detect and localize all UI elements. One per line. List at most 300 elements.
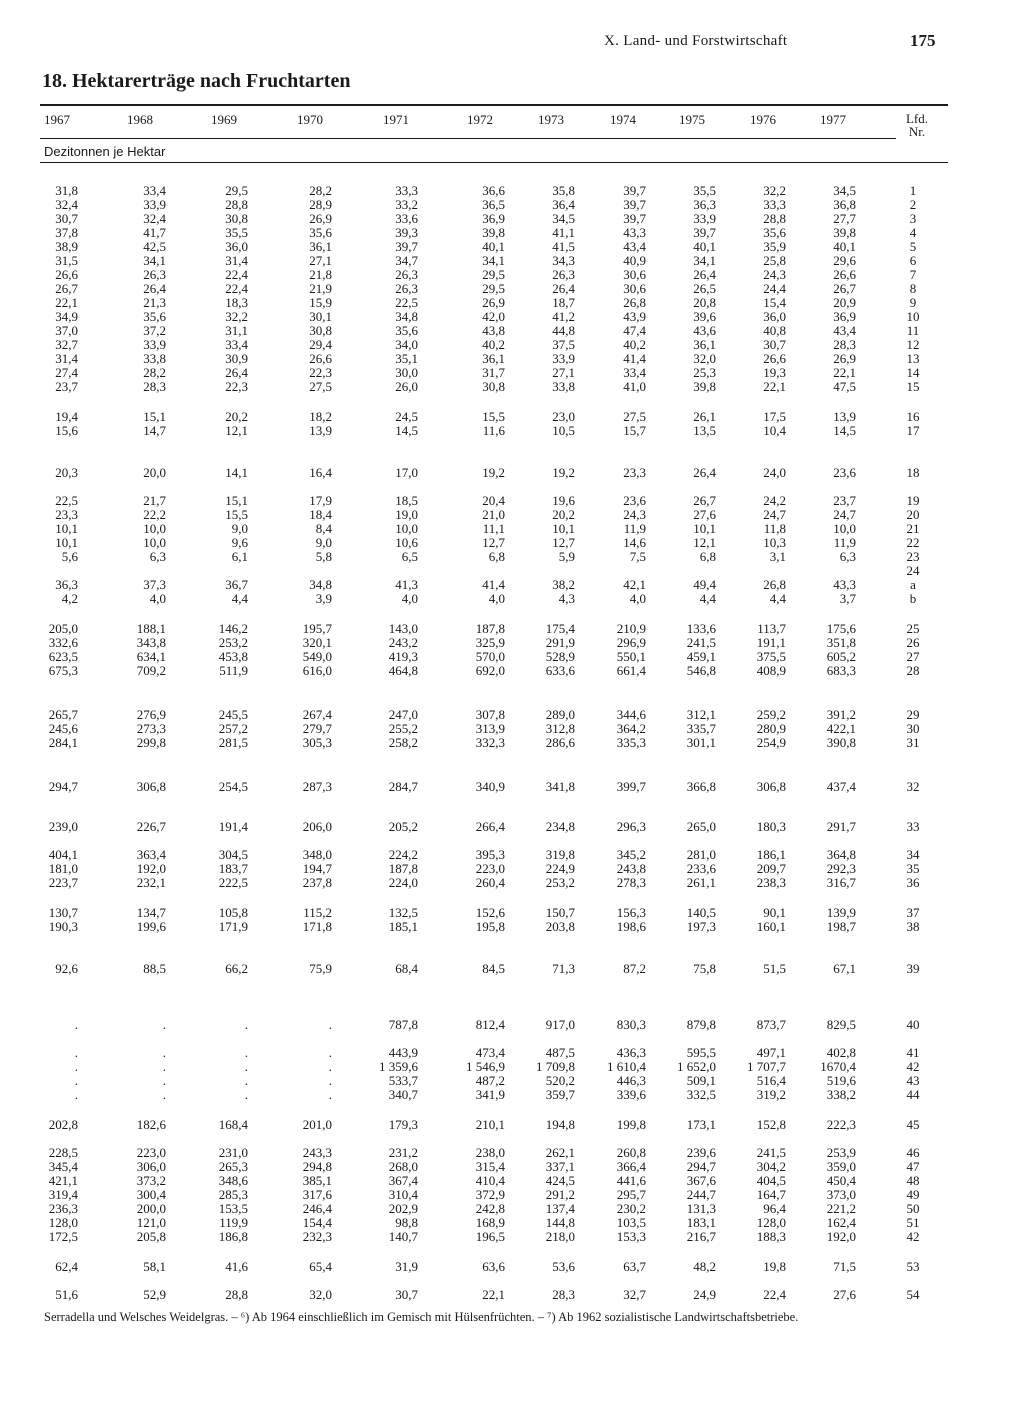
cell-1971: 187,8 [388,861,418,876]
table-row [0,1160,1024,1174]
cell-1972: 473,4 [475,1045,505,1060]
cell-1974: 40,9 [623,253,646,268]
cell-1977: 351,8 [826,635,856,650]
cell-1968: 28,3 [143,379,166,394]
cell-1968: 33,9 [143,197,166,212]
cell-1968: 26,3 [143,267,166,282]
cell-1971: 205,2 [388,819,418,834]
cell-1972: 39,8 [482,225,505,240]
cell-1970: 22,3 [309,365,332,380]
cell-1976: 90,1 [763,905,786,920]
year-header-1974: 1974 [610,112,636,127]
row-number: 43 [906,1073,920,1088]
cell-1967: 128,0 [48,1215,78,1230]
row-number: 10 [906,309,920,324]
cell-1976: 516,4 [756,1073,786,1088]
cell-1977: 39,8 [833,225,856,240]
cell-1977: 47,5 [833,379,856,394]
row-number: 33 [906,819,920,834]
cell-1973: 633,6 [545,663,575,678]
table-row [0,564,1024,578]
cell-1974: 43,3 [623,225,646,240]
table-row [0,296,1024,310]
year-header-1967: 1967 [44,112,70,127]
cell-1977: 27,7 [833,211,856,226]
cell-1971: 443,9 [388,1045,418,1060]
cell-1970: 154,4 [302,1215,332,1230]
row-number: 42 [906,1229,920,1244]
row-number: 30 [906,721,920,736]
cell-1973: 37,5 [552,337,575,352]
cell-1975: 25,3 [693,365,716,380]
cell-1977: 359,0 [826,1159,856,1174]
cell-1969: 36,7 [225,577,248,592]
cell-1977: 26,9 [833,351,856,366]
row-number: 14 [906,365,920,380]
row-number: 12 [906,337,920,352]
cell-1974: 830,3 [616,1017,646,1032]
cell-1968: 273,3 [136,721,166,736]
cell-1970: 385,1 [302,1173,332,1188]
cell-1971: 4,0 [401,591,418,606]
cell-1975: 35,5 [693,183,716,198]
cell-1969: 31,4 [225,253,248,268]
table-row [0,1202,1024,1216]
cell-1976: 24,3 [763,267,786,282]
cell-1976: 24,2 [763,493,786,508]
cell-1970: 13,9 [309,423,332,438]
cell-1976: 24,4 [763,281,786,296]
cell-1976: 238,3 [756,875,786,890]
cell-1969: 146,2 [218,621,248,636]
cell-1972: 223,0 [475,861,505,876]
row-number: 16 [906,409,920,424]
cell-1977: 221,2 [826,1201,856,1216]
cell-1975: 265,0 [686,819,716,834]
cell-1973: 41,2 [552,309,575,324]
table-title: 18. Hektarerträge nach Fruchtarten [42,70,351,92]
cell-1968: 42,5 [143,239,166,254]
cell-1972: 410,4 [475,1173,505,1188]
cell-1968: 188,1 [136,621,166,636]
row-number: 3 [909,211,917,226]
cell-1973: 4,3 [558,591,575,606]
cell-1975: 40,1 [693,239,716,254]
row-number: 9 [909,295,917,310]
cell-1974: 103,5 [616,1215,646,1230]
cell-1975: 36,3 [693,197,716,212]
cell-1969: 253,2 [218,635,248,650]
cell-1974: 39,7 [623,183,646,198]
cell-1973: 424,5 [545,1173,575,1188]
page-number: 175 [910,31,936,50]
cell-1970: 30,8 [309,323,332,338]
cell-1972: 22,1 [482,1287,505,1302]
cell-1974: 47,4 [623,323,646,338]
cell-1974: 296,3 [616,819,646,834]
table-row [0,494,1024,508]
table-row [0,780,1024,794]
cell-1970: . [328,1059,332,1074]
cell-1968: 33,4 [143,183,166,198]
cell-1971: 224,0 [388,875,418,890]
row-number: 35 [906,861,920,876]
cell-1976: 280,9 [756,721,786,736]
cell-1973: 341,8 [545,779,575,794]
cell-1969: 153,5 [218,1201,248,1216]
cell-1977: 34,5 [833,183,856,198]
cell-1977: 292,3 [826,861,856,876]
cell-1974: 198,6 [616,919,646,934]
cell-1973: 337,1 [545,1159,575,1174]
cell-1974: 295,7 [616,1187,646,1202]
cell-1969: 14,1 [225,465,248,480]
cell-1967: 23,7 [55,379,78,394]
cell-1973: 26,3 [552,267,575,282]
lfd-header-line2: Nr. [908,124,926,139]
cell-1970: 27,1 [309,253,332,268]
cell-1968: . [162,1017,166,1032]
cell-1972: 31,7 [482,365,505,380]
cell-1972: 6,8 [488,549,505,564]
cell-1969: 9,0 [231,521,248,536]
cell-1967: . [74,1059,78,1074]
cell-1975: 595,5 [686,1045,716,1060]
cell-1968: 226,7 [136,819,166,834]
cell-1976: 22,4 [763,1287,786,1302]
cell-1972: 238,0 [475,1145,505,1160]
cell-1971: 340,7 [388,1087,418,1102]
cell-1977: 422,1 [826,721,856,736]
cell-1967: 30,7 [55,211,78,226]
cell-1971: 22,5 [395,295,418,310]
cell-1967: 345,4 [48,1159,78,1174]
cell-1971: 30,0 [395,365,418,380]
unit-label: Dezitonnen je Hektar [44,144,166,159]
cell-1972: 266,4 [475,819,505,834]
cell-1967: 130,7 [48,905,78,920]
cell-1976: 408,9 [756,663,786,678]
cell-1967: 20,3 [55,465,78,480]
cell-1975: 27,6 [693,507,716,522]
cell-1968: 34,1 [143,253,166,268]
cell-1969: 28,8 [225,197,248,212]
cell-1972: 15,5 [482,409,505,424]
cell-1970: . [328,1073,332,1088]
cell-1973: 19,2 [552,465,575,480]
cell-1976: 254,9 [756,735,786,750]
cell-1972: 395,3 [475,847,505,862]
year-header-1970: 1970 [297,112,323,127]
cell-1974: 550,1 [616,649,646,664]
cell-1969: 22,3 [225,379,248,394]
cell-1971: 24,5 [395,409,418,424]
cell-1972: 570,0 [475,649,505,664]
cell-1975: 239,6 [686,1145,716,1160]
cell-1973: 36,4 [552,197,575,212]
cell-1976: 35,9 [763,239,786,254]
cell-1976: 26,6 [763,351,786,366]
cell-1972: 40,1 [482,239,505,254]
row-number: 2 [909,197,917,212]
cell-1977: 364,8 [826,847,856,862]
cell-1967: 38,9 [55,239,78,254]
cell-1970: . [328,1045,332,1060]
cell-1971: 19,0 [395,507,418,522]
cell-1974: 43,9 [623,309,646,324]
table-row [0,848,1024,862]
cell-1970: 243,3 [302,1145,332,1160]
cell-1969: 28,8 [225,1287,248,1302]
cell-1967: 265,7 [48,707,78,722]
cell-1977: 26,6 [833,267,856,282]
cell-1970: 294,8 [302,1159,332,1174]
cell-1976: 10,4 [763,423,786,438]
cell-1975: 294,7 [686,1159,716,1174]
cell-1972: 4,0 [488,591,505,606]
cell-1969: 4,4 [231,591,248,606]
cell-1971: 284,7 [388,779,418,794]
cell-1970: 34,8 [309,577,332,592]
table-row [0,650,1024,664]
cell-1977: 11,9 [833,535,856,550]
cell-1972: 21,0 [482,507,505,522]
cell-1968: 21,7 [143,493,166,508]
cell-1976: 188,3 [756,1229,786,1244]
cell-1970: 305,3 [302,735,332,750]
cell-1970: 246,4 [302,1201,332,1216]
cell-1967: 245,6 [48,721,78,736]
cell-1967: 51,6 [55,1287,78,1302]
cell-1969: 30,8 [225,211,248,226]
table-row [0,1260,1024,1274]
cell-1970: 17,9 [309,493,332,508]
cell-1977: 519,6 [826,1073,856,1088]
cell-1970: 75,9 [309,961,332,976]
cell-1971: 30,7 [395,1287,418,1302]
cell-1971: 143,0 [388,621,418,636]
cell-1974: 364,2 [616,721,646,736]
cell-1968: . [162,1045,166,1060]
cell-1971: 35,6 [395,323,418,338]
cell-1971: 1 359,6 [379,1059,418,1074]
cell-1976: 128,0 [756,1215,786,1230]
cell-1975: 26,1 [693,409,716,424]
cell-1967: 223,7 [48,875,78,890]
cell-1972: 372,9 [475,1187,505,1202]
row-number: 45 [906,1117,920,1132]
cell-1968: 205,8 [136,1229,166,1244]
cell-1967: 284,1 [48,735,78,750]
row-number: 37 [906,905,920,920]
row-number: 27 [906,649,920,664]
cell-1967: 421,1 [48,1173,78,1188]
cell-1977: 1670,4 [820,1059,856,1074]
cell-1970: 36,1 [309,239,332,254]
cell-1970: 18,4 [309,507,332,522]
cell-1971: 10,0 [395,521,418,536]
cell-1968: 52,9 [143,1287,166,1302]
cell-1969: 22,4 [225,281,248,296]
cell-1975: 183,1 [686,1215,716,1230]
row-number: 50 [906,1201,920,1216]
cell-1974: 43,4 [623,239,646,254]
table-row [0,820,1024,834]
cell-1969: 168,4 [218,1117,248,1132]
cell-1967: 623,5 [48,649,78,664]
cell-1973: 487,5 [545,1045,575,1060]
table-row [0,310,1024,324]
cell-1971: 140,7 [388,1229,418,1244]
cell-1974: 87,2 [623,961,646,976]
table-row [0,184,1024,198]
cell-1977: 28,3 [833,337,856,352]
cell-1970: 28,9 [309,197,332,212]
cell-1968: 41,7 [143,225,166,240]
cell-1970: 232,3 [302,1229,332,1244]
cell-1972: 692,0 [475,663,505,678]
cell-1969: 105,8 [218,905,248,920]
cell-1972: 168,9 [475,1215,505,1230]
cell-1974: 344,6 [616,707,646,722]
cell-1969: 31,1 [225,323,248,338]
row-number: 54 [906,1287,920,1302]
cell-1971: 41,3 [395,577,418,592]
cell-1969: 285,3 [218,1187,248,1202]
cell-1972: 84,5 [482,961,505,976]
cell-1977: 390,8 [826,735,856,750]
cell-1973: 286,6 [545,735,575,750]
cell-1977: 14,5 [833,423,856,438]
cell-1971: 419,3 [388,649,418,664]
cell-1977: 10,0 [833,521,856,536]
cell-1977: 26,7 [833,281,856,296]
cell-1968: 58,1 [143,1259,166,1274]
cell-1975: 1 652,0 [677,1059,716,1074]
table-row [0,508,1024,522]
cell-1970: 27,5 [309,379,332,394]
cell-1969: 22,4 [225,267,248,282]
cell-1968: 20,0 [143,465,166,480]
cell-1972: 34,1 [482,253,505,268]
cell-1969: 265,3 [218,1159,248,1174]
cell-1968: 306,0 [136,1159,166,1174]
row-number: 47 [906,1159,920,1174]
cell-1970: 195,7 [302,621,332,636]
cell-1976: 51,5 [763,961,786,976]
cell-1968: 199,6 [136,919,166,934]
cell-1977: 450,4 [826,1173,856,1188]
cell-1972: 11,1 [482,521,505,536]
cell-1971: 533,7 [388,1073,418,1088]
cell-1973: 20,2 [552,507,575,522]
cell-1973: 218,0 [545,1229,575,1244]
cell-1973: 28,3 [552,1287,575,1302]
cell-1977: 23,7 [833,493,856,508]
cell-1970: 206,0 [302,819,332,834]
cell-1974: 32,7 [623,1287,646,1302]
cell-1967: 22,5 [55,493,78,508]
table-row [0,226,1024,240]
row-number: 21 [906,521,920,536]
cell-1972: 152,6 [475,905,505,920]
cell-1975: 509,1 [686,1073,716,1088]
cell-1977: 139,9 [826,905,856,920]
cell-1969: 33,4 [225,337,248,352]
cell-1976: 404,5 [756,1173,786,1188]
cell-1977: 338,2 [826,1087,856,1102]
row-number: 25 [906,621,920,636]
cell-1974: 14,6 [623,535,646,550]
cell-1974: 39,7 [623,211,646,226]
cell-1967: 10,1 [55,521,78,536]
cell-1974: 42,1 [623,577,646,592]
cell-1968: 10,0 [143,521,166,536]
cell-1976: 113,7 [757,621,786,636]
cell-1971: 224,2 [388,847,418,862]
cell-1976: 873,7 [756,1017,786,1032]
cell-1969: 18,3 [225,295,248,310]
cell-1972: 36,5 [482,197,505,212]
cell-1968: 22,2 [143,507,166,522]
cell-1976: 24,0 [763,465,786,480]
cell-1973: 203,8 [545,919,575,934]
cell-1972: 187,8 [475,621,505,636]
cell-1972: 36,9 [482,211,505,226]
cell-1973: 10,1 [552,521,575,536]
cell-1977: 316,7 [826,875,856,890]
cell-1973: 520,2 [545,1073,575,1088]
cell-1972: 242,8 [475,1201,505,1216]
cell-1975: 301,1 [686,735,716,750]
cell-1973: 137,4 [545,1201,575,1216]
cell-1968: 223,0 [136,1145,166,1160]
cell-1975: 48,2 [693,1259,716,1274]
cell-1972: 11,6 [482,423,505,438]
table-row [0,536,1024,550]
table-row [0,862,1024,876]
cell-1977: 829,5 [826,1017,856,1032]
cell-1968: 33,9 [143,337,166,352]
cell-1977: 43,4 [833,323,856,338]
cell-1969: 254,5 [218,779,248,794]
table-row [0,636,1024,650]
row-number: a [910,577,916,592]
cell-1972: 40,2 [482,337,505,352]
cell-1968: 33,8 [143,351,166,366]
year-header-1972: 1972 [467,112,493,127]
cell-1973: 359,7 [545,1087,575,1102]
cell-1967: 239,0 [48,819,78,834]
year-header-1971: 1971 [383,112,409,127]
cell-1973: 291,9 [545,635,575,650]
cell-1975: 879,8 [686,1017,716,1032]
cell-1971: 367,4 [388,1173,418,1188]
cell-1968: 306,8 [136,779,166,794]
cell-1971: 33,6 [395,211,418,226]
row-number: 18 [906,465,920,480]
cell-1977: 253,9 [826,1145,856,1160]
cell-1976: 160,1 [756,919,786,934]
cell-1975: 131,3 [686,1201,716,1216]
cell-1970: 35,6 [309,225,332,240]
cell-1976: 191,1 [756,635,786,650]
cell-1971: 243,2 [388,635,418,650]
cell-1975: 49,4 [693,577,716,592]
cell-1968: 634,1 [136,649,166,664]
cell-1973: 319,8 [545,847,575,862]
cell-1972: 332,3 [475,735,505,750]
